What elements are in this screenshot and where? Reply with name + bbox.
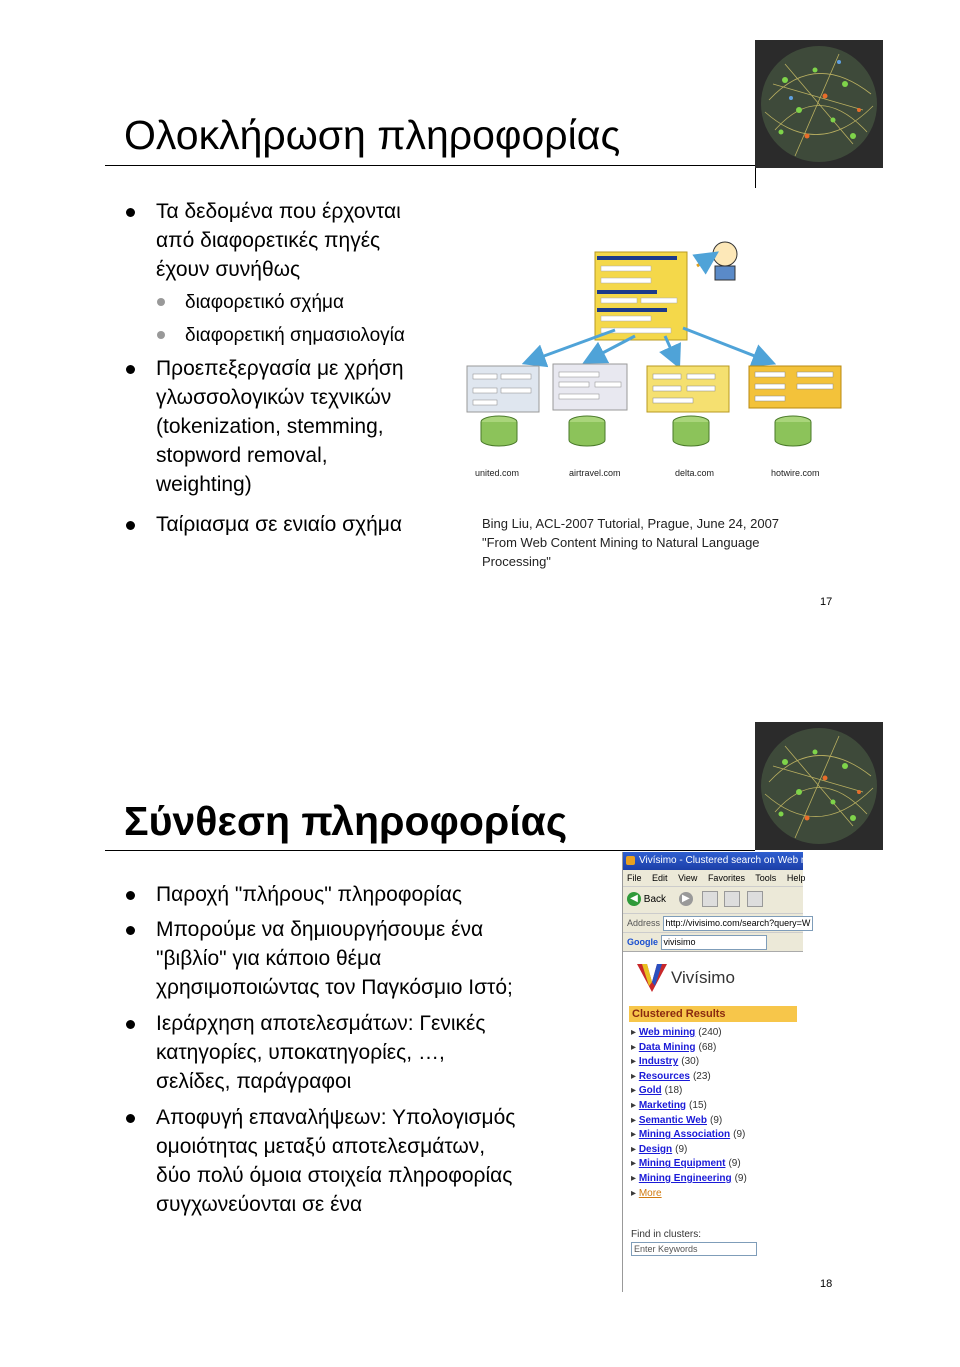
title-underline bbox=[105, 850, 755, 851]
cluster-item[interactable] bbox=[629, 1128, 797, 1143]
bullet-line: stopword removal, bbox=[156, 444, 328, 467]
bullet-item bbox=[156, 1103, 515, 1219]
menu-file[interactable]: File bbox=[627, 873, 642, 883]
window-title-bar bbox=[623, 852, 810, 870]
bullet-line: Μπορούμε να δημιουργήσουμε ένα bbox=[156, 918, 484, 941]
expand-triangle-icon[interactable]: ▸ bbox=[631, 1158, 639, 1170]
caption-line: Processing" bbox=[482, 554, 551, 569]
bullet-line: Προεπεξεργασία με χρήση bbox=[156, 357, 404, 380]
google-logo: Google bbox=[627, 937, 658, 947]
bullet-line: δύο πολύ όμοια στοιχεία πληροφορίας bbox=[156, 1164, 513, 1187]
sub-bullet-icon bbox=[157, 331, 165, 339]
vivisimo-brand: Vivísimo bbox=[671, 968, 735, 987]
cluster-item[interactable] bbox=[629, 1026, 797, 1041]
toolbar bbox=[623, 887, 803, 914]
bullet-item: Παροχή "πλήρους" πληροφορίας bbox=[156, 883, 463, 906]
expand-triangle-icon[interactable]: ▸ bbox=[631, 1070, 639, 1082]
bullet-line: "βιβλίο" για κάποιο θέμα bbox=[156, 947, 382, 970]
sub-bullet-item: διαφορετική σημασιολογία bbox=[185, 325, 405, 346]
cluster-count: (30) bbox=[681, 1056, 700, 1068]
title-underline bbox=[105, 165, 755, 166]
bullet-item bbox=[156, 197, 401, 284]
cluster-link[interactable]: Data Mining bbox=[638, 1041, 696, 1053]
bullet-item: Ταίριασμα σε ενιαίο σχήμα bbox=[156, 513, 403, 536]
bullet-line: Αποφυγή επαναλήψεων: Υπολογισμός bbox=[156, 1106, 516, 1129]
clustered-results-header: Clustered Results bbox=[629, 1006, 797, 1022]
cluster-link[interactable]: Industry bbox=[638, 1056, 679, 1068]
cluster-count: (18) bbox=[664, 1085, 683, 1097]
cluster-count: (15) bbox=[689, 1099, 707, 1111]
cluster-link[interactable]: More bbox=[638, 1187, 662, 1199]
bullet-icon bbox=[126, 208, 135, 217]
expand-triangle-icon[interactable]: ▸ bbox=[631, 1085, 639, 1097]
cluster-link[interactable]: Marketing bbox=[638, 1099, 687, 1111]
window-title: Vivísimo - Clustered search on Web m bbox=[639, 855, 810, 866]
browser-screenshot bbox=[622, 852, 811, 1292]
vivisimo-logo-icon bbox=[637, 964, 667, 992]
bullet-line: σελίδες, παράγραφοι bbox=[156, 1070, 352, 1093]
back-button[interactable]: Back bbox=[643, 894, 667, 905]
cluster-count: (240) bbox=[698, 1027, 722, 1038]
cluster-count: (68) bbox=[698, 1041, 717, 1053]
menu-edit[interactable]: Edit bbox=[652, 873, 668, 883]
cluster-link[interactable]: Mining Equipment bbox=[638, 1158, 726, 1170]
bullet-line: γλωσσολογικών τεχνικών bbox=[156, 386, 392, 409]
integration-diagram bbox=[465, 232, 845, 482]
cluster-item[interactable] bbox=[629, 1041, 797, 1056]
bullet-item bbox=[156, 915, 513, 1002]
bullet-icon bbox=[126, 521, 135, 530]
bullet-line: ομοιότητας μεταξύ αποτελεσμάτων, bbox=[156, 1135, 486, 1158]
expand-triangle-icon[interactable]: ▸ bbox=[631, 1056, 639, 1068]
bullet-line: κατηγορίες, υποκατηγορίες, …, bbox=[156, 1041, 445, 1064]
schema-integration-figure bbox=[465, 232, 845, 482]
cluster-item[interactable] bbox=[629, 1187, 797, 1202]
expand-triangle-icon[interactable]: ▸ bbox=[631, 1172, 639, 1184]
bullet-line: weighting) bbox=[156, 473, 252, 496]
expand-triangle-icon[interactable]: ▸ bbox=[631, 1129, 639, 1141]
forward-arrow-icon[interactable]: ▶ bbox=[679, 892, 693, 906]
find-in-clusters-input[interactable]: Enter Keywords bbox=[631, 1242, 757, 1256]
cluster-count: (9) bbox=[675, 1143, 688, 1155]
bullet-icon bbox=[126, 891, 135, 900]
menu-view[interactable]: View bbox=[678, 873, 698, 883]
figure-caption bbox=[482, 514, 779, 571]
cluster-item[interactable] bbox=[629, 1070, 797, 1085]
browser-icon bbox=[626, 856, 635, 865]
cluster-link[interactable]: Mining Engineering bbox=[638, 1172, 732, 1184]
cluster-item[interactable] bbox=[629, 1157, 797, 1172]
cluster-link[interactable]: Mining Association bbox=[638, 1129, 731, 1141]
database-icons bbox=[481, 416, 811, 446]
cluster-item[interactable] bbox=[629, 1143, 797, 1158]
bullet-line: χρησιμοποιώντας τον Παγκόσμιο Ιστό; bbox=[156, 976, 513, 999]
find-in-clusters-label: Find in clusters: bbox=[631, 1229, 702, 1241]
site-label: airtravel.com bbox=[569, 468, 621, 478]
site-label: hotwire.com bbox=[771, 468, 820, 478]
google-search-input[interactable]: vivisimo bbox=[661, 935, 767, 950]
caption-line: "From Web Content Mining to Natural Language bbox=[482, 535, 760, 550]
cluster-list bbox=[629, 1026, 797, 1201]
bullet-line: Τα δεδομένα που έρχονται bbox=[156, 200, 401, 223]
slide-18 bbox=[0, 684, 960, 1367]
menu-bar bbox=[623, 870, 806, 887]
site-label: delta.com bbox=[675, 468, 715, 478]
globe-network-image bbox=[755, 40, 883, 168]
cluster-count: (23) bbox=[692, 1070, 711, 1082]
expand-triangle-icon[interactable]: ▸ bbox=[631, 1099, 639, 1111]
cluster-count: (9) bbox=[734, 1172, 747, 1184]
vivisimo-logo bbox=[623, 952, 803, 1002]
refresh-icon[interactable] bbox=[724, 891, 740, 907]
expand-triangle-icon[interactable]: ▸ bbox=[631, 1027, 639, 1038]
globe-network-image bbox=[755, 722, 883, 850]
cluster-item[interactable] bbox=[629, 1084, 797, 1099]
bullet-icon bbox=[126, 1114, 135, 1123]
address-input[interactable]: http://vivisimo.com/search?query=W bbox=[663, 916, 814, 931]
site-label: united.com bbox=[475, 468, 520, 478]
caption-line: Bing Liu, ACL-2007 Tutorial, Prague, June 24, 2007 bbox=[482, 516, 780, 531]
bullet-line: (tokenization, stemming, bbox=[156, 415, 384, 438]
bullet-line: συγχωνεύονται σε ένα bbox=[156, 1193, 363, 1216]
cluster-item[interactable] bbox=[629, 1172, 797, 1187]
google-toolbar bbox=[623, 933, 803, 952]
cluster-count: (9) bbox=[728, 1158, 741, 1170]
bullet-icon bbox=[126, 365, 135, 374]
sub-bullet-icon bbox=[157, 298, 165, 306]
bullet-icon bbox=[126, 926, 135, 935]
bullet-line: Ιεράρχηση αποτελεσμάτων: Γενικές bbox=[156, 1012, 486, 1035]
bullet-icon bbox=[126, 1020, 135, 1029]
cluster-link[interactable]: Gold bbox=[638, 1085, 662, 1097]
bullet-item bbox=[156, 354, 404, 499]
cluster-count: (9) bbox=[709, 1114, 723, 1126]
slide-title: Σύνθεση πληροφορίας bbox=[124, 798, 568, 844]
bullet-line: έχουν συνήθως bbox=[156, 258, 301, 281]
expand-triangle-icon[interactable]: ▸ bbox=[631, 1143, 639, 1155]
cluster-link[interactable]: Resources bbox=[638, 1070, 690, 1082]
address-bar bbox=[623, 914, 811, 933]
expand-triangle-icon[interactable]: ▸ bbox=[631, 1114, 639, 1126]
sub-bullet-item: διαφορετικό σχήμα bbox=[185, 292, 344, 313]
bullet-item bbox=[156, 1009, 485, 1096]
home-icon[interactable] bbox=[747, 891, 763, 907]
page-number: 18 bbox=[820, 1278, 833, 1290]
menu-tools[interactable]: Tools bbox=[755, 873, 777, 883]
cluster-link[interactable]: Semantic Web bbox=[638, 1114, 707, 1126]
back-arrow-icon[interactable]: ◀ bbox=[627, 892, 641, 906]
expand-triangle-icon[interactable]: ▸ bbox=[631, 1187, 639, 1199]
menu-favorites[interactable]: Favorites bbox=[707, 873, 745, 883]
page-number: 17 bbox=[820, 596, 833, 608]
slide-title: Ολοκλήρωση πληροφορίας bbox=[124, 112, 621, 158]
cluster-item[interactable] bbox=[629, 1099, 797, 1114]
address-label: Address bbox=[627, 918, 661, 928]
cluster-link[interactable]: Web mining bbox=[638, 1027, 696, 1038]
expand-triangle-icon[interactable]: ▸ bbox=[631, 1041, 639, 1053]
menu-help[interactable]: Help bbox=[786, 873, 806, 883]
cluster-item[interactable] bbox=[629, 1055, 797, 1070]
cluster-count: (9) bbox=[733, 1129, 746, 1141]
cluster-item[interactable] bbox=[629, 1114, 797, 1129]
stop-icon[interactable] bbox=[702, 891, 718, 907]
cluster-link[interactable]: Design bbox=[638, 1143, 673, 1155]
bullet-line: από διαφορετικές πηγές bbox=[156, 229, 381, 252]
